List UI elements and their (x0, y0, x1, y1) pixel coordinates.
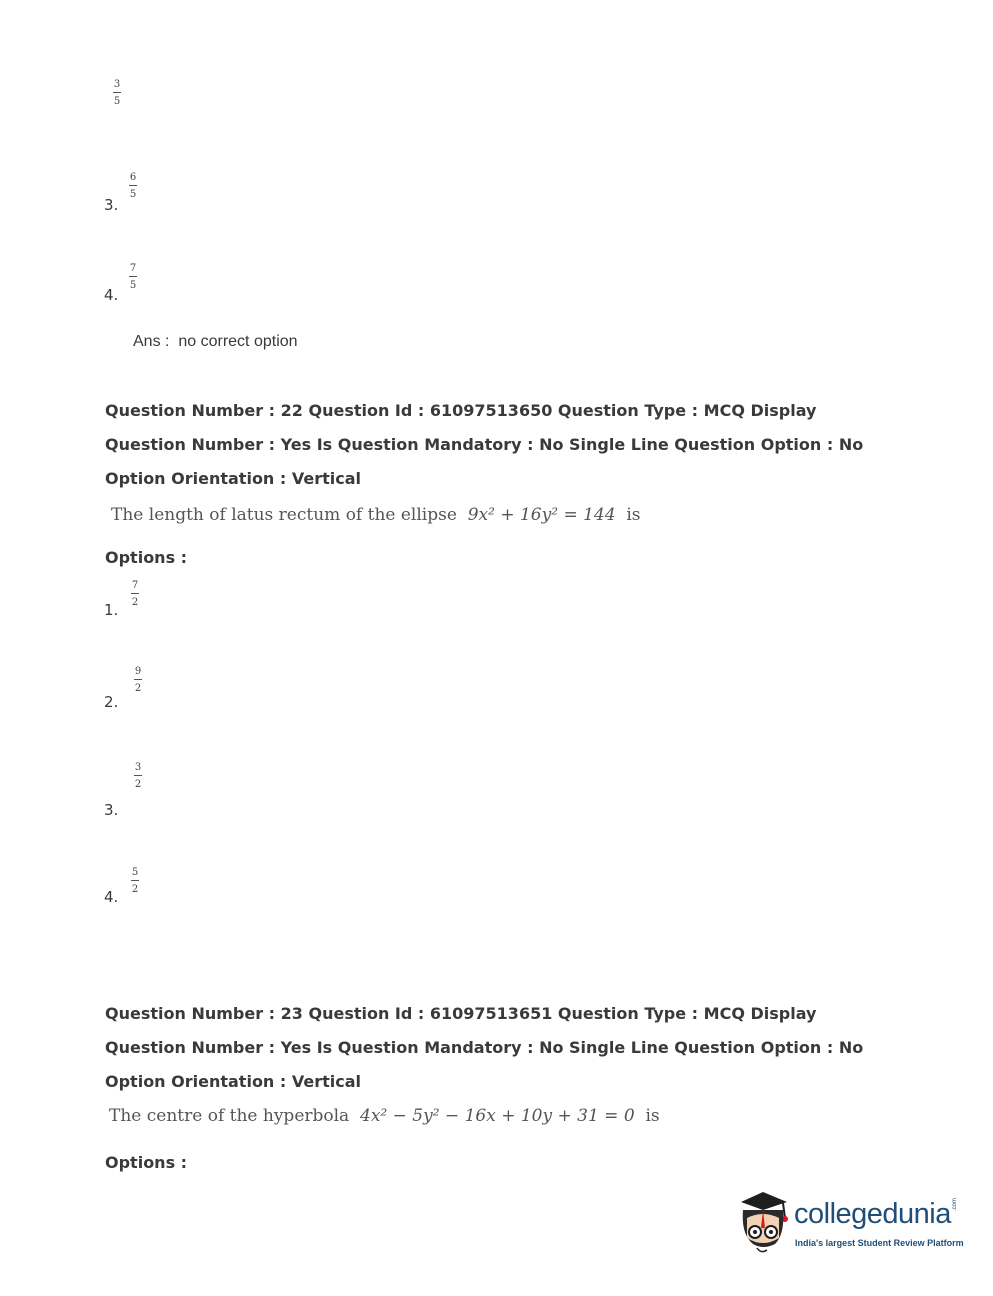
prev-option-number-4: 4. (104, 286, 119, 304)
answer-value: no correct option (178, 333, 298, 350)
q22-option-fraction-4 (131, 867, 139, 895)
fraction-bar (134, 679, 142, 680)
question-22-text (111, 505, 641, 525)
mascot-icon (733, 1188, 793, 1260)
fraction-denominator: 5 (113, 96, 121, 107)
fraction-numerator: 9 (134, 666, 142, 677)
fraction-numerator: 7 (131, 580, 139, 591)
question-22-options-label: Options : (105, 548, 188, 567)
question-23-text (109, 1106, 660, 1126)
fraction-denominator: 2 (134, 779, 142, 790)
question-22-text-before: The length of latus rectum of the ellipse (111, 505, 457, 525)
question-23-equation: 4x² − 5y² − 16x + 10y + 31 = 0 (360, 1106, 635, 1126)
prev-option-number-3: 3. (104, 196, 119, 214)
q22-option-fraction-3 (134, 762, 142, 790)
logo-wordmark: collegedunia (794, 1198, 951, 1230)
logo-domain-suffix: .com (952, 1197, 958, 1211)
fraction-bar (129, 185, 137, 186)
question-23-options-label: Options : (105, 1153, 188, 1172)
q22-option-fraction-1 (131, 580, 139, 608)
fraction-numerator: 7 (129, 263, 137, 274)
fraction-denominator: 2 (131, 884, 139, 895)
fraction-numerator: 3 (113, 79, 121, 90)
fraction-bar (131, 880, 139, 881)
prev-option-fraction-2 (113, 79, 121, 107)
q22-option-number-3: 3. (104, 801, 119, 819)
q22-option-fraction-2 (134, 666, 142, 694)
answer-line (133, 333, 298, 351)
fraction-numerator: 5 (131, 867, 139, 878)
question-22-equation: 9x² + 16y² = 144 (467, 505, 616, 525)
fraction-bar (131, 593, 139, 594)
q22-option-number-2: 2. (104, 693, 119, 711)
fraction-bar (129, 276, 137, 277)
fraction-denominator: 5 (129, 189, 137, 200)
fraction-denominator: 2 (134, 683, 142, 694)
logo-tagline: India's largest Student Review Platform (795, 1238, 964, 1248)
q22-option-number-4: 4. (104, 888, 119, 906)
question-23-text-before: The centre of the hyperbola (109, 1106, 350, 1126)
question-23-meta: Question Number : 23 Question Id : 61097513651 Question Type : MCQ Display Question Number : Yes Is Question Mandatory : No Single Line Question Option : No Option Orientation : Vertical (105, 1004, 864, 1091)
collegedunia-logo (733, 1188, 963, 1260)
fraction-numerator: 3 (134, 762, 142, 773)
fraction-denominator: 2 (131, 597, 139, 608)
question-23-text-after: is (645, 1106, 660, 1126)
fraction-denominator: 5 (129, 280, 137, 291)
prev-option-fraction-4 (129, 263, 137, 291)
question-22-meta: Question Number : 22 Question Id : 61097513650 Question Type : MCQ Display Question Number : Yes Is Question Mandatory : No Single Line Question Option : No Option Orientation : Vertical (105, 401, 864, 488)
answer-label: Ans : (133, 333, 170, 350)
fraction-bar (113, 92, 121, 93)
fraction-numerator: 6 (129, 172, 137, 183)
question-22-text-after: is (626, 505, 641, 525)
prev-option-fraction-3 (129, 172, 137, 200)
q22-option-number-1: 1. (104, 601, 119, 619)
fraction-bar (134, 775, 142, 776)
